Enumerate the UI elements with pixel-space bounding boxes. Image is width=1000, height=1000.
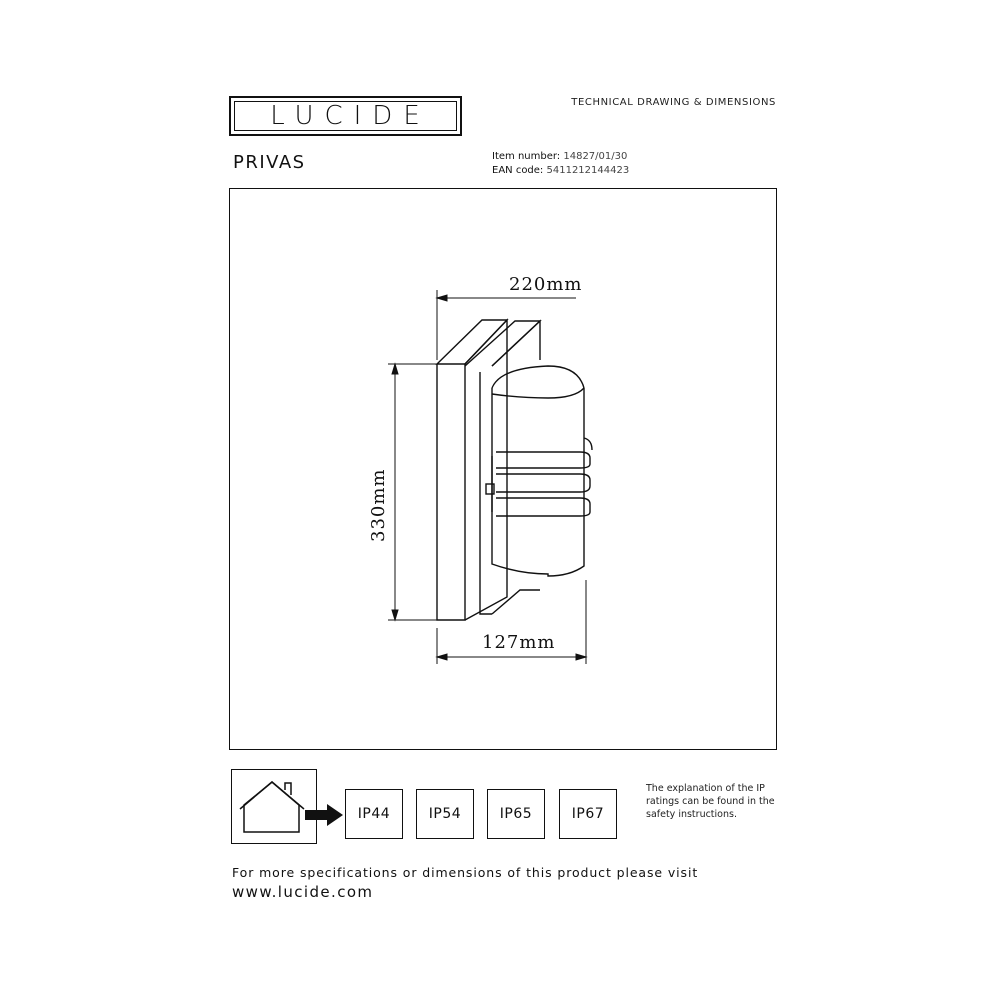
ean-code-label: EAN code: xyxy=(492,165,544,176)
house-icon xyxy=(232,770,316,843)
document-type: TECHNICAL DRAWING & DIMENSIONS xyxy=(571,97,776,108)
product-name: PRIVAS xyxy=(233,152,306,173)
product-meta xyxy=(492,150,629,178)
ip-rating-box: IP67 xyxy=(559,789,617,839)
width-label: 127mm xyxy=(482,632,556,653)
brand-logo xyxy=(229,96,462,136)
ip-rating-box: IP65 xyxy=(487,789,545,839)
depth-label: 220mm xyxy=(509,274,583,295)
item-number-row xyxy=(492,150,629,164)
brand-logo-text: LUCIDE xyxy=(270,101,431,131)
dimension-height xyxy=(388,364,437,620)
item-number-value: 14827/01/30 xyxy=(563,151,628,162)
website-link[interactable]: www.lucide.com xyxy=(232,883,374,901)
footer-text: For more specifications or dimensions of this product please visit xyxy=(232,865,699,880)
arrow-right-icon xyxy=(305,802,345,828)
ean-code-row xyxy=(492,164,629,178)
technical-drawing xyxy=(229,188,777,750)
ip-rating-box: IP54 xyxy=(416,789,474,839)
item-number-label: Item number: xyxy=(492,151,561,162)
ip-rating-box: IP44 xyxy=(345,789,403,839)
ean-code-value: 5411212144423 xyxy=(546,165,630,176)
ip-rating-note: The explanation of the IP ratings can be found in the safety instructions. xyxy=(646,783,775,820)
lamp-outline xyxy=(437,320,592,620)
height-label: 330mm xyxy=(368,468,389,542)
